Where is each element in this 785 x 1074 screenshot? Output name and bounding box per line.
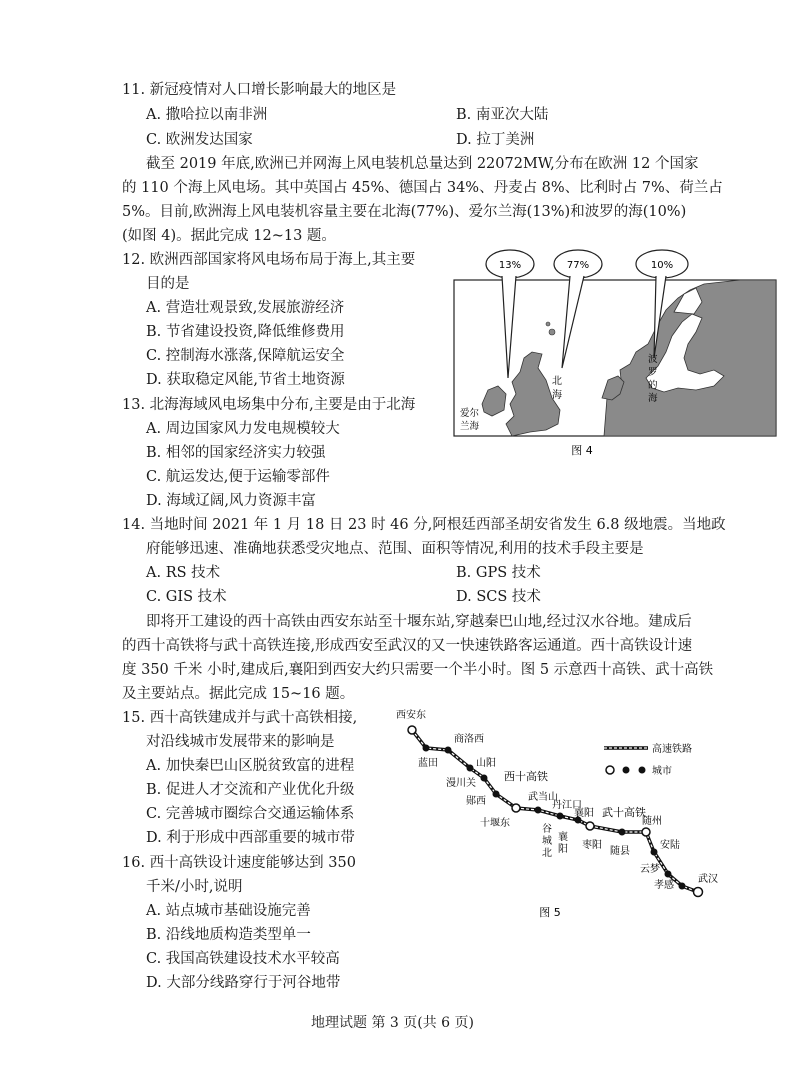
station-danjiang: [557, 813, 564, 820]
label-lantian: 蓝田: [418, 758, 438, 769]
passage2-line2: 的西十高铁将与武十高铁连接,形成西安至武汉的又一快速铁路客运通道。西十高铁设计速: [122, 638, 693, 654]
q15-option-b: B. 促进人才交流和产业优化升级: [146, 782, 355, 798]
figure4-caption: 图 4: [571, 444, 593, 457]
q12-stem-line1: 12. 欧洲西部国家将风电场布局于海上,其主要: [122, 252, 416, 268]
island: [546, 322, 550, 326]
q15-option-d: D. 利于形成中西部重要的城市带: [146, 830, 355, 846]
q13-stem: 13. 北海海域风电场集中分布,主要是由于北海: [122, 397, 416, 413]
q12-option-d: D. 获取稳定风能,节省土地资源: [146, 372, 345, 388]
label-baltic-1: 波: [648, 354, 658, 365]
station-shiyan: [512, 804, 520, 812]
label-baltic-2: 罗: [648, 367, 658, 378]
label-suizhou: 随州: [642, 816, 662, 827]
rail-xishi-inner: [412, 730, 590, 826]
q16-option-b: B. 沿线地质构造类型单一: [146, 927, 311, 943]
legend-rail-label: 高速铁路: [652, 744, 692, 755]
q14-option-b: B. GPS 技术: [456, 565, 541, 581]
label-shangluo: 商洛西: [454, 734, 484, 745]
label-north-sea-2: 海: [552, 390, 562, 401]
figure5-rail-map: [392, 704, 742, 924]
q16-option-a: A. 站点城市基础设施完善: [146, 903, 311, 919]
q13-option-a: A. 周边国家风力发电规模较大: [146, 421, 340, 437]
q11-option-d: D. 拉丁美洲: [456, 132, 535, 148]
passage2-line1: 即将开工建设的西十高铁由西安东站至十堰东站,穿越秦巴山地,经过汉水谷地。建成后: [146, 614, 692, 630]
label-baltic-4: 海: [648, 393, 658, 404]
q13-option-c: C. 航运发达,便于运输零部件: [146, 469, 330, 485]
label-baltic-3: 的: [648, 380, 658, 391]
page-footer: 地理试题 第 3 页(共 6 页): [311, 1015, 474, 1031]
label-irish-sea-1: 爱尔: [460, 408, 480, 419]
label-laohekou-2: 阳: [558, 844, 568, 855]
q14-stem-line1: 14. 当地时间 2021 年 1 月 18 日 23 时 46 分,阿根廷西部圣胡安省发生 6.8 级地震。当地政: [122, 517, 726, 533]
label-wuhan: 武汉: [698, 874, 718, 885]
legend-city-filled: [639, 767, 646, 774]
figure5-caption: 图 5: [539, 906, 561, 919]
station-yunxi: [493, 791, 500, 798]
rail-xishi: [412, 730, 590, 826]
label-shanyang: 山阳: [476, 758, 496, 769]
passage1-line4: (如图 4)。据此完成 12~13 题。: [122, 228, 336, 244]
station-wuhan: [694, 888, 703, 897]
label-laohekou-1: 襄: [558, 832, 568, 843]
island: [549, 329, 555, 335]
label-shiyan: 十堰东: [480, 818, 510, 829]
label-xiangyang: 襄阳: [574, 808, 594, 819]
legend-city-filled: [623, 767, 630, 774]
q14-stem-line2: 府能够迅速、准确地获悉受灾地点、范围、面积等情况,利用的技术手段主要是: [146, 541, 644, 557]
station-suixian: [651, 849, 658, 856]
passage1-line2: 的 110 个海上风电场。其中英国占 45%、德国占 34%、丹麦占 8%、比利时占 7%、荷兰占: [122, 180, 723, 196]
bubble-north-label: 77%: [566, 260, 590, 271]
label-suixian: 随县: [610, 846, 630, 857]
passage1-line1: 截至 2019 年底,欧洲已并网海上风电装机总量达到 22072MW,分布在欧洲 12 个国家: [146, 156, 699, 172]
label-line-xishi: 西十高铁: [504, 770, 548, 783]
label-wudang: 武当山: [528, 792, 558, 803]
q11-option-c: C. 欧洲发达国家: [146, 132, 253, 148]
label-anlu: 安陆: [660, 840, 680, 851]
q15-option-a: A. 加快秦巴山区脱贫致富的进程: [146, 758, 355, 774]
legend-city-open: [606, 766, 614, 774]
q13-option-d: D. 海域辽阔,风力资源丰富: [146, 493, 316, 509]
station-shanyang: [467, 765, 474, 772]
passage2-line3: 度 350 千米 小时,建成后,襄阳到西安大约只需要一个半小时。图 5 示意西十高铁、武十高铁: [122, 662, 714, 678]
station-wudang: [535, 807, 542, 814]
q15-stem-line1: 15. 西十高铁建成并与武十高铁相接,: [122, 710, 358, 726]
figure4-map: [452, 248, 778, 460]
q16-stem-line1: 16. 西十高铁设计速度能够达到 350: [122, 855, 356, 871]
label-gucheng-3: 北: [542, 848, 552, 859]
legend-city-label: 城市: [652, 766, 672, 777]
label-north-sea-1: 北: [552, 376, 562, 387]
passage2-line4: 及主要站点。据此完成 15~16 题。: [122, 686, 355, 702]
label-yunxi: 郧西: [466, 796, 486, 807]
q14-option-a: A. RS 技术: [146, 565, 221, 581]
label-manchuan: 漫川关: [446, 778, 476, 789]
label-danjiang: 丹江口: [552, 800, 582, 811]
q14-option-d: D. SCS 技术: [456, 589, 541, 605]
q15-stem-line2: 对沿线城市发展带来的影响是: [146, 734, 335, 750]
q12-option-c: C. 控制海水涨落,保障航运安全: [146, 348, 345, 364]
bubble-irish-label: 13%: [498, 260, 522, 271]
label-line-wushi: 武十高铁: [602, 806, 646, 819]
q14-option-c: C. GIS 技术: [146, 589, 227, 605]
q11-option-b: B. 南亚次大陆: [456, 107, 549, 123]
label-irish-sea-2: 兰海: [460, 421, 480, 432]
q16-option-d: D. 大部分线路穿行于河谷地带: [146, 975, 341, 991]
passage1-line3: 5%。目前,欧洲海上风电装机容量主要在北海(77%)、爱尔兰海(13%)和波罗的海(10%): [122, 204, 687, 220]
label-xiaogan: 孝感: [654, 880, 674, 891]
q16-option-c: C. 我国高铁建设技术水平较高: [146, 951, 340, 967]
station-shangluo: [445, 747, 452, 754]
station-manchuan: [481, 775, 488, 782]
label-gucheng-1: 谷: [542, 824, 552, 835]
station-zaoyang: [619, 829, 626, 836]
label-gucheng-2: 城: [542, 836, 552, 847]
label-yunmeng: 云梦: [640, 864, 660, 875]
bubble-baltic-label: 10%: [650, 260, 674, 271]
station-lantian: [423, 745, 430, 752]
station-anlu: [665, 871, 672, 878]
station-xiangyang: [586, 822, 594, 830]
station-suizhou: [642, 828, 650, 836]
q12-stem-line2: 目的是: [146, 276, 190, 292]
station-xian: [408, 726, 416, 734]
q11-option-a: A. 撒哈拉以南非洲: [146, 107, 268, 123]
q13-option-b: B. 相邻的国家经济实力较强: [146, 445, 326, 461]
station-xiaogan: [679, 883, 686, 890]
label-zaoyang: 枣阳: [582, 840, 602, 851]
q12-option-b: B. 节省建设投资,降低维修费用: [146, 324, 345, 340]
label-xian: 西安东: [396, 710, 426, 721]
q15-option-c: C. 完善城市圈综合交通运输体系: [146, 806, 355, 822]
q12-option-a: A. 营造壮观景致,发展旅游经济: [146, 300, 345, 316]
q11-stem: 11. 新冠疫情对人口增长影响最大的地区是: [122, 82, 397, 98]
q16-stem-line2: 千米/小时,说明: [146, 879, 243, 895]
